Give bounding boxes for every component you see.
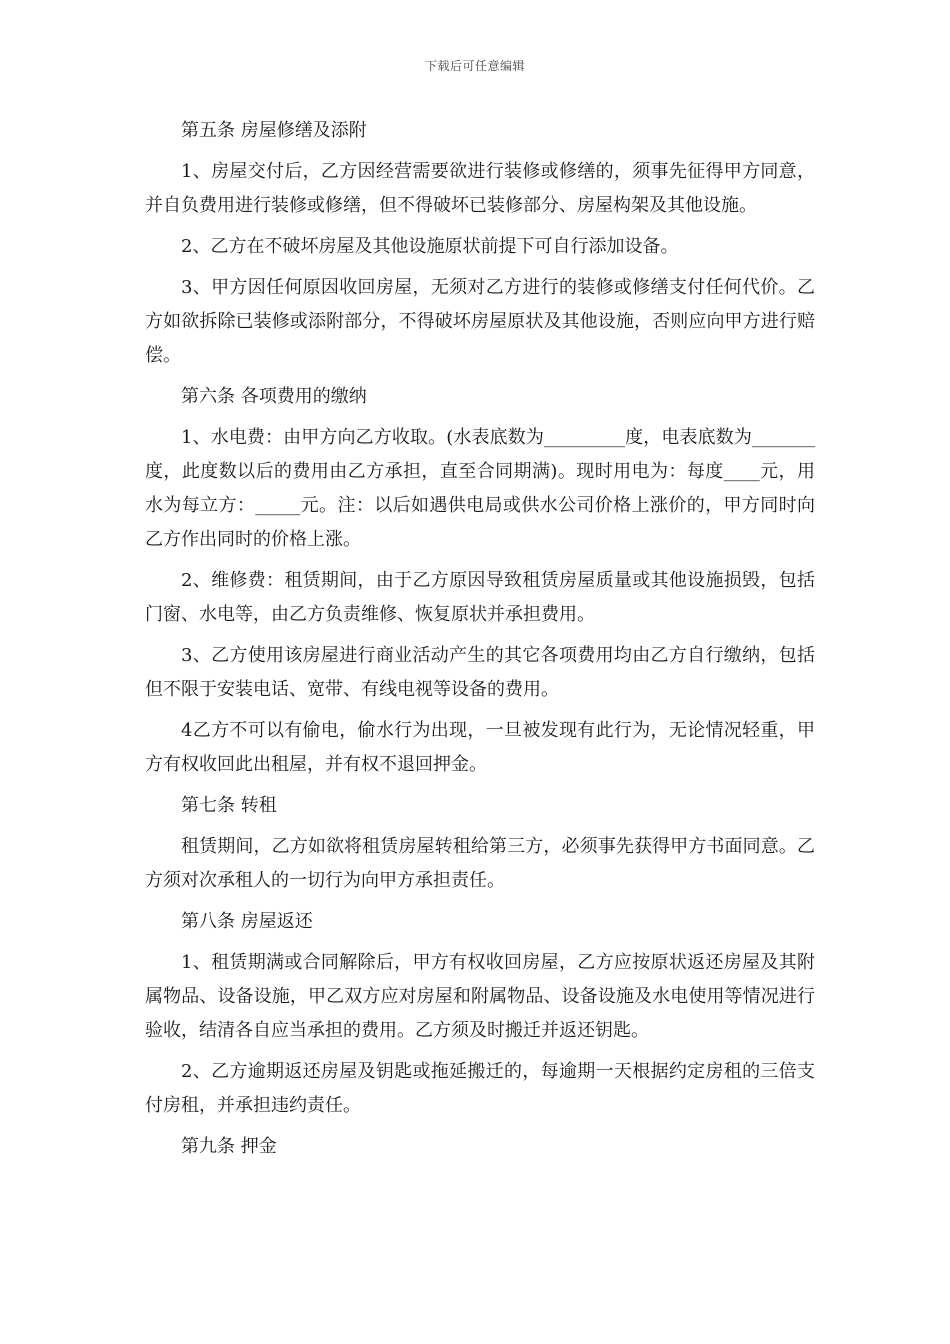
- paragraph: 1、租赁期满或合同解除后，甲方有权收回房屋，乙方应按原状返还房屋及其附属物品、设备设施，甲乙双方应对房屋和附属物品、设备设施及水电使用等情况进行验收，结清各自应当承担的费用。乙方须及时搬迁并返还钥匙。: [145, 952, 815, 1041]
- paragraph: 2、维修费：租赁期间，由于乙方原因导致租赁房屋质量或其他设施损毁，包括门窗、水电等，由乙方负责维修、恢复原状并承担费用。: [145, 570, 815, 625]
- section-heading-5: 第五条 房屋修缮及添附: [181, 120, 367, 141]
- paragraph: 租赁期间，乙方如欲将租赁房屋转租给第三方，必须事先获得甲方书面同意。乙方须对次承租人的一切行为向甲方承担责任。: [145, 836, 815, 891]
- section-heading-6: 第六条 各项费用的缴纳: [181, 386, 367, 407]
- section-heading-7: 第七条 转租: [181, 795, 277, 816]
- page-header: 下载后可任意编辑: [424, 59, 525, 73]
- paragraph: 3、乙方使用该房屋进行商业活动产生的其它各项费用均由乙方自行缴纳，包括但不限于安装电话、宽带、有线电视等设备的费用。: [145, 645, 815, 700]
- paragraph: 4乙方不可以有偷电，偷水行为出现，一旦被发现有此行为，无论情况轻重，甲方有权收回此出租屋，并有权不退回押金。: [145, 720, 815, 775]
- paragraph: 2、乙方逾期返还房屋及钥匙或拖延搬迁的，每逾期一天根据约定房租的三倍支付房租，并承担违约责任。: [145, 1061, 815, 1116]
- paragraph: 2、乙方在不破坏房屋及其他设施原状前提下可自行添加设备。: [181, 236, 679, 257]
- paragraph: 3、甲方因任何原因收回房屋，无须对乙方进行的装修或修缮支付任何代价。乙方如欲拆除已装修或添附部分，不得破坏房屋原状及其他设施，否则应向甲方进行赔偿。: [145, 277, 815, 366]
- section-heading-9: 第九条 押金: [181, 1136, 277, 1157]
- section-heading-8: 第八条 房屋返还: [181, 911, 313, 932]
- paragraph: 1、房屋交付后，乙方因经营需要欲进行装修或修缮的，须事先征得甲方同意，并自负费用进行装修或修缮，但不得破坏已装修部分、房屋构架及其他设施。: [145, 161, 815, 216]
- document-body: [145, 114, 815, 1171]
- paragraph: 1、水电费：由甲方向乙方收取。(水表底数为_________度，电表底数为_______度，此度数以后的费用由乙方承担，直至合同期满)。现时用电为：每度____元，用水为每立方：_____元。注：以后如遇供电局或供水公司价格上涨价的，甲方同时向乙方作出同时的价格上涨。: [145, 427, 815, 550]
